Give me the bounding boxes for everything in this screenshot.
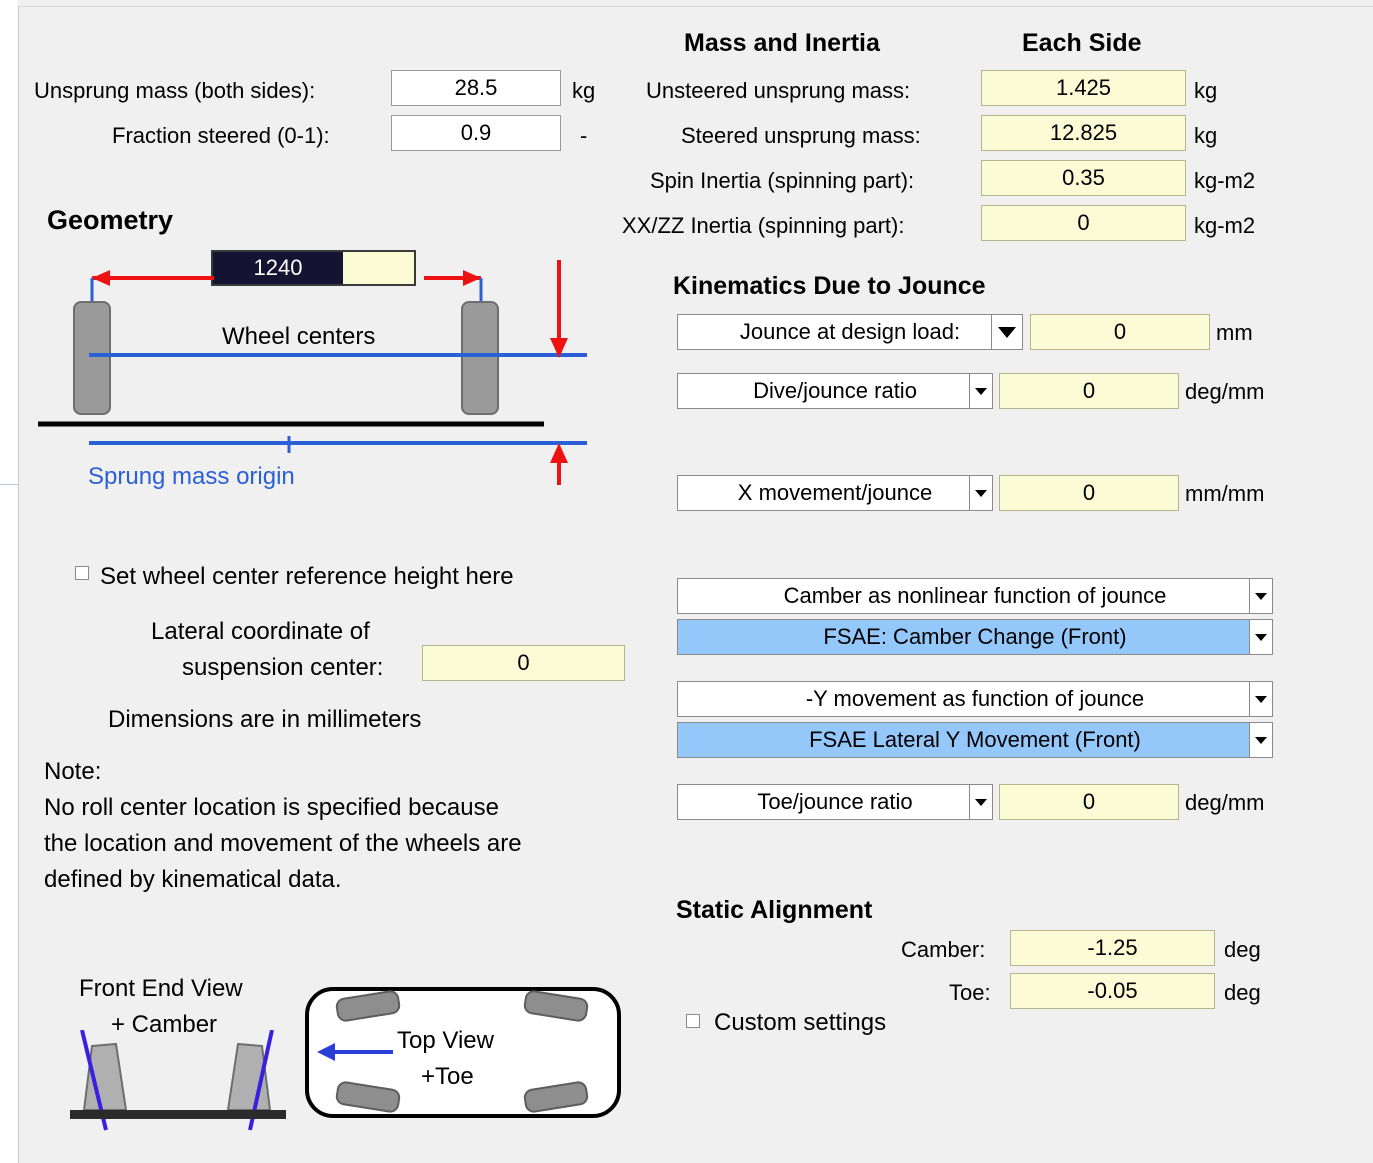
custom-settings-label: Custom settings: [714, 1009, 887, 1036]
dimensions-label: Dimensions are in millimeters: [108, 706, 422, 733]
fraction-steered-unit: -: [580, 123, 588, 148]
x-movement-jounce-dropdown[interactable]: [677, 475, 993, 511]
static-camber-input[interactable]: -1.25: [1010, 930, 1215, 966]
jounce-design-load-unit: mm: [1216, 320, 1253, 345]
top-view-label-line1: Top View: [397, 1027, 494, 1054]
y-movement-function-label: -Y movement as function of jounce: [805, 686, 1145, 711]
spin-inertia-unit: kg-m2: [1194, 168, 1256, 193]
toe-jounce-ratio-input[interactable]: 0: [999, 784, 1179, 820]
note-title: Note:: [44, 758, 102, 785]
x-movement-jounce-input[interactable]: 0: [999, 475, 1179, 511]
spin-inertia-input[interactable]: 0.35: [981, 160, 1186, 196]
toe-jounce-ratio-unit: deg/mm: [1185, 790, 1265, 815]
camber-table-label: FSAE: Camber Change (Front): [823, 624, 1127, 649]
chevron-down-icon[interactable]: [1249, 620, 1272, 654]
custom-settings-checkbox[interactable]: [686, 1014, 700, 1028]
jounce-design-load-label: Jounce at design load:: [739, 319, 961, 344]
chevron-down-icon[interactable]: [1249, 723, 1272, 757]
static-alignment-header: Static Alignment: [676, 896, 873, 924]
wheel-centers-label: Wheel centers: [222, 323, 376, 350]
set-wheel-center-label: Set wheel center reference height here: [100, 563, 514, 590]
geometry-diagram: [34, 240, 614, 500]
dive-jounce-ratio-unit: deg/mm: [1185, 379, 1265, 404]
y-movement-table-dropdown[interactable]: [677, 722, 1273, 758]
window-left-edge: [0, 0, 18, 1162]
camber-table-dropdown[interactable]: [677, 619, 1273, 655]
steered-unsprung-mass-input[interactable]: 12.825: [981, 115, 1186, 151]
note-line-1: No roll center location is specified because: [44, 794, 499, 821]
static-toe-unit: deg: [1224, 980, 1261, 1005]
spin-inertia-label: Spin Inertia (spinning part):: [650, 168, 915, 193]
each-side-header: Each Side: [1022, 29, 1142, 57]
lateral-coord-label-line2: suspension center:: [182, 654, 384, 681]
mass-inertia-header: Mass and Inertia: [684, 29, 880, 57]
y-movement-table-label: FSAE Lateral Y Movement (Front): [809, 727, 1141, 752]
jounce-design-load-dropdown[interactable]: [677, 314, 1023, 350]
toe-jounce-ratio-dropdown[interactable]: [677, 784, 993, 820]
x-movement-jounce-unit: mm/mm: [1185, 481, 1265, 506]
dive-jounce-ratio-label: Dive/jounce ratio: [753, 378, 917, 403]
dive-jounce-ratio-input[interactable]: 0: [999, 373, 1179, 409]
chevron-down-icon[interactable]: [969, 785, 992, 819]
xxzz-inertia-unit: kg-m2: [1194, 213, 1256, 238]
lateral-coord-input[interactable]: 0: [422, 645, 625, 681]
kinematics-header: Kinematics Due to Jounce: [673, 272, 986, 300]
unsprung-mass-unit: kg: [572, 78, 596, 103]
static-toe-label: Toe:: [949, 980, 991, 1005]
edge-tick: [0, 484, 18, 485]
camber-function-dropdown[interactable]: [677, 578, 1273, 614]
unsteered-unsprung-mass-input[interactable]: 1.425: [981, 70, 1186, 106]
chevron-down-icon[interactable]: [1249, 682, 1272, 716]
unsprung-mass-input[interactable]: 28.5: [391, 70, 561, 106]
note-line-3: defined by kinematical data.: [44, 866, 342, 893]
toe-jounce-ratio-label: Toe/jounce ratio: [757, 789, 913, 814]
steered-unsprung-mass-unit: kg: [1194, 123, 1218, 148]
y-movement-function-dropdown[interactable]: [677, 681, 1273, 717]
fraction-steered-label: Fraction steered (0-1):: [112, 123, 330, 148]
note-line-2: the location and movement of the wheels are: [44, 830, 522, 857]
geometry-header: Geometry: [47, 205, 174, 235]
set-wheel-center-checkbox[interactable]: [75, 566, 89, 580]
chevron-down-icon[interactable]: [969, 374, 992, 408]
track-width-value: 1240: [213, 252, 343, 284]
front-end-view-diagram: [60, 1030, 300, 1140]
xxzz-inertia-input[interactable]: 0: [981, 205, 1186, 241]
unsteered-unsprung-mass-label: Unsteered unsprung mass:: [646, 78, 911, 103]
top-view-label-line2: +Toe: [421, 1063, 474, 1090]
chevron-down-icon[interactable]: [991, 315, 1022, 349]
steered-unsprung-mass-label: Steered unsprung mass:: [681, 123, 921, 148]
unsprung-mass-label: Unsprung mass (both sides):: [34, 78, 316, 103]
chevron-down-icon[interactable]: [1249, 579, 1272, 613]
fraction-steered-input[interactable]: 0.9: [391, 115, 561, 151]
xxzz-inertia-label: XX/ZZ Inertia (spinning part):: [622, 213, 905, 238]
dive-jounce-ratio-dropdown[interactable]: [677, 373, 993, 409]
static-camber-unit: deg: [1224, 937, 1261, 962]
chevron-down-icon[interactable]: [969, 476, 992, 510]
x-movement-jounce-label: X movement/jounce: [737, 480, 933, 505]
unsteered-unsprung-mass-unit: kg: [1194, 78, 1218, 103]
lateral-coord-label-line1: Lateral coordinate of: [151, 618, 370, 645]
front-end-view-label-line1: Front End View: [79, 975, 243, 1002]
static-toe-input[interactable]: -0.05: [1010, 973, 1215, 1009]
front-end-view-label-line2: + Camber: [111, 1011, 218, 1038]
sprung-mass-origin-label: Sprung mass origin: [88, 463, 295, 490]
camber-function-label: Camber as nonlinear function of jounce: [783, 583, 1167, 608]
static-camber-label: Camber:: [901, 937, 986, 962]
jounce-design-load-input[interactable]: 0: [1030, 314, 1210, 350]
